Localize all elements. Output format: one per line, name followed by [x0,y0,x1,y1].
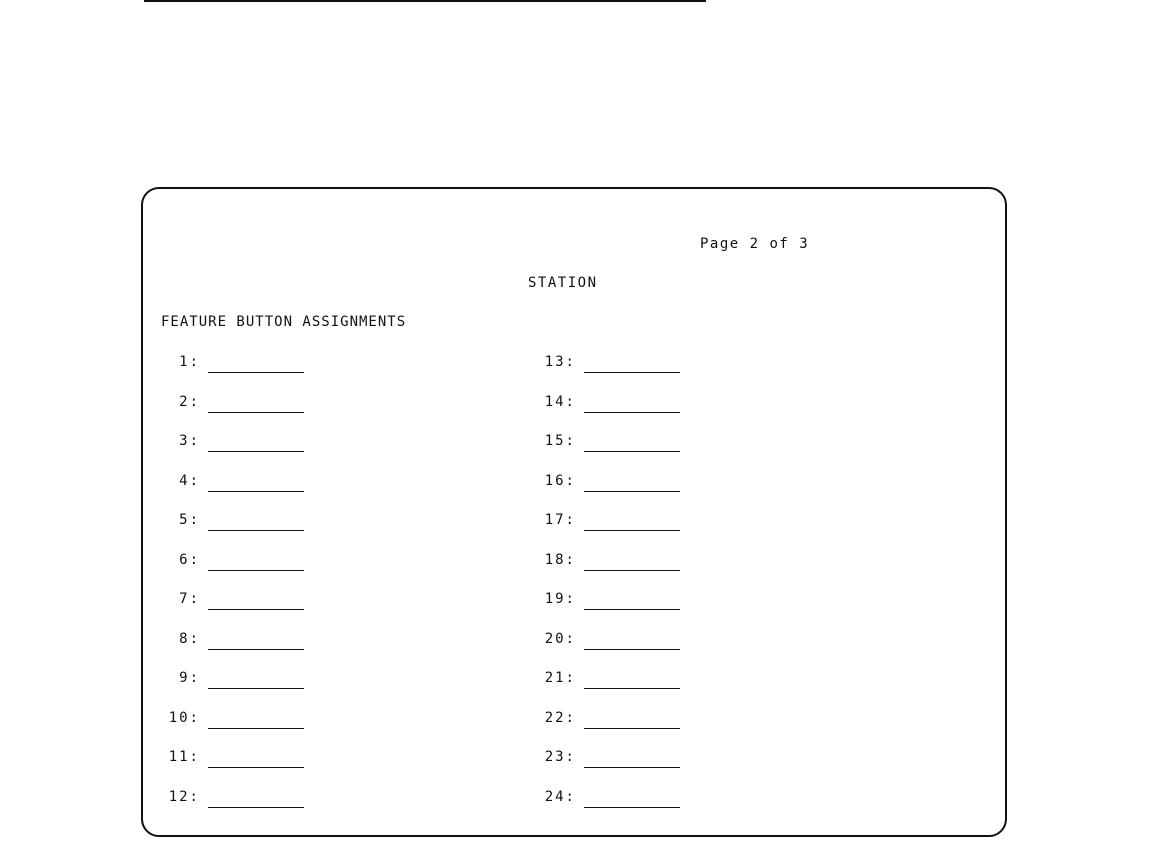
feature-button-input[interactable] [584,354,680,373]
feature-button-input[interactable] [208,591,304,610]
feature-button-label: 23: [544,749,576,765]
feature-button-input[interactable] [584,552,680,571]
feature-button-input[interactable] [208,670,304,689]
feature-button-label: 21: [544,670,576,686]
feature-button-label: 13: [544,354,576,370]
feature-button-label: 8: [179,631,200,647]
feature-button-input[interactable] [584,394,680,413]
screen-title: STATION [528,275,598,291]
feature-button-input[interactable] [208,789,304,808]
feature-button-label: 18: [544,552,576,568]
feature-button-input[interactable] [208,394,304,413]
feature-button-label: 16: [544,473,576,489]
feature-button-input[interactable] [208,512,304,531]
feature-button-input[interactable] [584,710,680,729]
feature-button-input[interactable] [584,789,680,808]
feature-button-label: 6: [179,552,200,568]
feature-button-input[interactable] [208,631,304,650]
feature-button-input[interactable] [208,749,304,768]
feature-button-label: 19: [544,591,576,607]
feature-button-input[interactable] [208,433,304,452]
top-rule [144,0,706,2]
feature-button-label: 9: [179,670,200,686]
feature-button-label: 10: [168,710,200,726]
feature-button-input[interactable] [584,512,680,531]
feature-button-label: 12: [168,789,200,805]
feature-button-input[interactable] [584,433,680,452]
feature-button-label: 22: [544,710,576,726]
feature-button-input[interactable] [208,552,304,571]
page-indicator: Page 2 of 3 [700,236,810,252]
feature-button-label: 17: [544,512,576,528]
feature-button-label: 20: [544,631,576,647]
feature-button-label: 3: [179,433,200,449]
feature-button-input[interactable] [208,710,304,729]
feature-button-input[interactable] [208,473,304,492]
feature-button-label: 1: [179,354,200,370]
feature-button-input[interactable] [584,631,680,650]
feature-button-input[interactable] [584,591,680,610]
feature-button-label: 24: [544,789,576,805]
feature-button-label: 2: [179,394,200,410]
feature-button-label: 15: [544,433,576,449]
feature-button-label: 11: [168,749,200,765]
feature-button-label: 4: [179,473,200,489]
feature-button-input[interactable] [584,670,680,689]
feature-button-input[interactable] [584,473,680,492]
feature-button-label: 14: [544,394,576,410]
feature-button-input[interactable] [584,749,680,768]
feature-button-label: 7: [179,591,200,607]
feature-button-label: 5: [179,512,200,528]
section-heading: FEATURE BUTTON ASSIGNMENTS [161,314,407,330]
feature-button-input[interactable] [208,354,304,373]
